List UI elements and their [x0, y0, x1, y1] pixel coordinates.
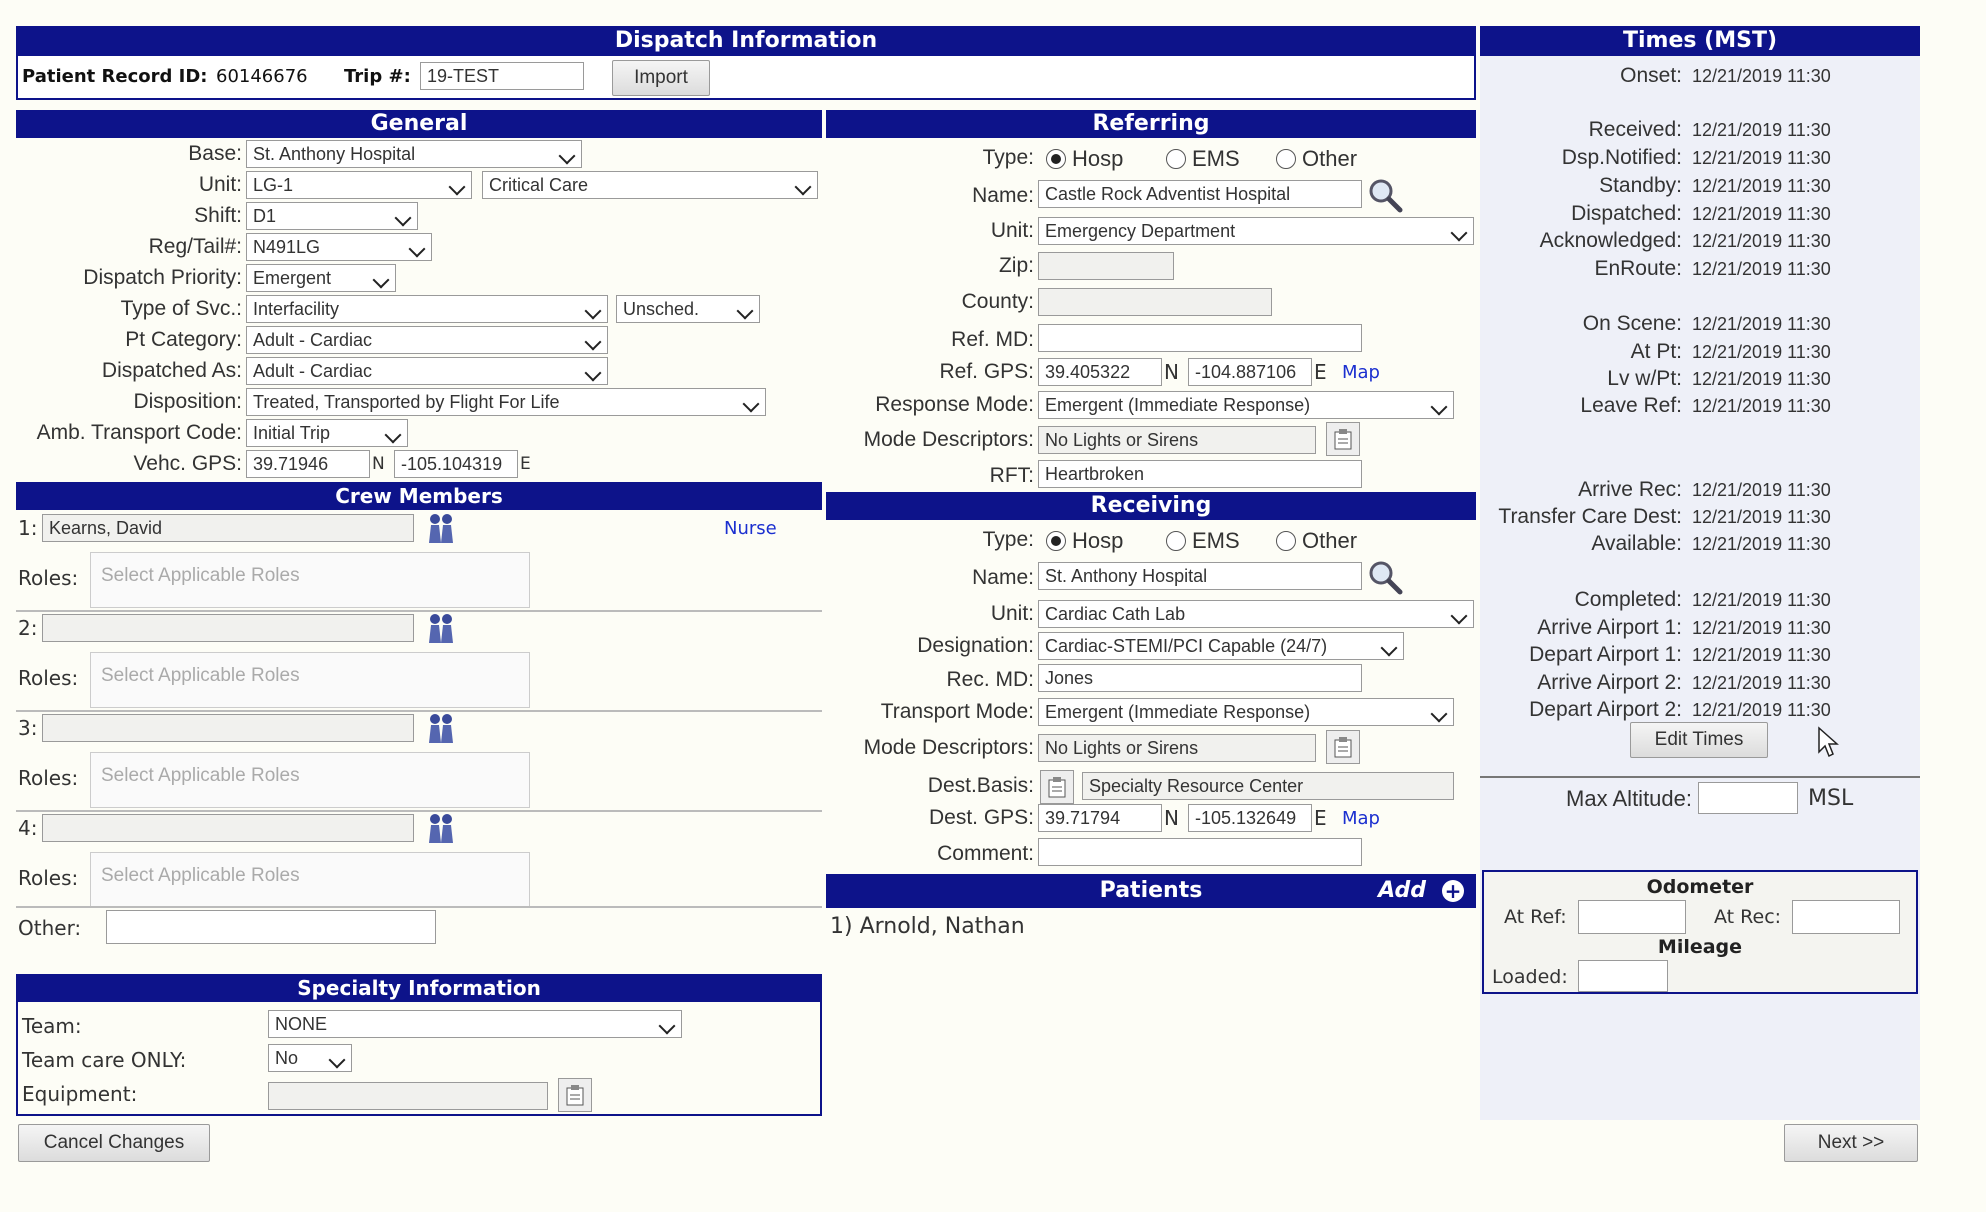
- crew-lookup-icon[interactable]: [424, 512, 458, 546]
- team-care-label: Team care ONLY:: [22, 1048, 187, 1072]
- rec-map-link[interactable]: Map: [1342, 808, 1380, 829]
- receiving-header: Receiving: [826, 492, 1476, 520]
- dispatch-bar: [16, 56, 1476, 100]
- receiving-header-wrap: [826, 492, 1476, 520]
- time-label: Depart Airport 2:: [1529, 698, 1682, 721]
- edit-times-button[interactable]: Edit Times: [1630, 722, 1768, 758]
- roles-label-2: Roles:: [18, 666, 79, 690]
- time-value: 12/21/2019 11:30: [1692, 673, 1831, 693]
- referring-header: Referring: [826, 110, 1476, 138]
- time-value: 12/21/2019 11:30: [1692, 231, 1831, 251]
- referring-header-wrap: [826, 110, 1476, 138]
- time-value: 12/21/2019 11:30: [1692, 66, 1831, 86]
- shift-select[interactable]: D1: [246, 202, 418, 230]
- dispatched-as-label: Dispatched As:: [101, 359, 242, 382]
- search-icon[interactable]: [1366, 558, 1404, 596]
- priority-select[interactable]: Emergent: [246, 264, 396, 292]
- trip-label: Trip #:: [344, 66, 411, 87]
- crew-separator: [16, 710, 822, 712]
- odometer-panel: [1482, 870, 1918, 994]
- import-button[interactable]: Import: [612, 60, 710, 96]
- roles-select-1[interactable]: Select Applicable Roles: [90, 552, 530, 608]
- ref-unit-label: Unit:: [990, 219, 1034, 242]
- time-label: At Pt:: [1630, 340, 1682, 363]
- ref-gps-lat[interactable]: 39.405322: [1038, 358, 1162, 386]
- svc-sched-select[interactable]: Unsched.: [616, 295, 760, 323]
- time-label: Available:: [1591, 532, 1682, 555]
- times-header-wrap: [1480, 26, 1920, 56]
- crew-separator: [16, 810, 822, 812]
- specialty-header: Specialty Information: [16, 974, 822, 1002]
- time-label: Received:: [1588, 118, 1682, 141]
- crew-lookup-icon[interactable]: [424, 712, 458, 746]
- crew-separator: [16, 610, 822, 612]
- ref-type-hosp-radio[interactable]: Hosp: [1046, 146, 1123, 172]
- crew-header-wrap: [16, 482, 822, 510]
- time-label: Dsp.Notified:: [1561, 146, 1682, 169]
- odo-at-ref-input[interactable]: [1578, 900, 1686, 934]
- patients-header: [826, 874, 1476, 908]
- ref-type-ems-radio[interactable]: EMS: [1166, 146, 1240, 172]
- times-header: Times (MST): [1480, 26, 1920, 56]
- time-label: On Scene:: [1582, 312, 1682, 335]
- rec-gps-lat[interactable]: 39.71794: [1038, 804, 1162, 832]
- mileage-loaded-label: Loaded:: [1492, 966, 1568, 988]
- other-label: Other:: [18, 916, 82, 940]
- reg-select[interactable]: N491LG: [246, 233, 432, 261]
- rec-transport-label: Transport Mode:: [880, 700, 1034, 723]
- ref-gps-label: Ref. GPS:: [939, 360, 1034, 383]
- shift-label: Shift:: [194, 204, 242, 227]
- equipment-picker-icon[interactable]: [558, 1078, 592, 1112]
- time-label: Depart Airport 1:: [1529, 643, 1682, 666]
- priority-label: Dispatch Priority:: [83, 266, 242, 289]
- time-value: 12/21/2019 11:30: [1692, 507, 1831, 527]
- general-header-wrap: [16, 110, 822, 138]
- ref-rft-input[interactable]: Heartbroken: [1038, 460, 1362, 488]
- ref-gps-lon[interactable]: -104.887106: [1188, 358, 1312, 386]
- odo-at-rec-input[interactable]: [1792, 900, 1900, 934]
- time-value: 12/21/2019 11:30: [1692, 148, 1831, 168]
- ref-type-other-radio[interactable]: Other: [1276, 146, 1357, 172]
- specialty-panel: [16, 974, 822, 1116]
- ref-zip-input[interactable]: [1038, 252, 1174, 280]
- time-label: Standby:: [1599, 174, 1682, 197]
- dest-basis-picker-icon[interactable]: [1040, 770, 1074, 804]
- crew-name-3[interactable]: [42, 714, 414, 742]
- rec-comment-label: Comment:: [937, 842, 1034, 865]
- time-label: Arrive Airport 1:: [1537, 616, 1682, 639]
- mouse-cursor-icon: [1814, 724, 1842, 760]
- odometer-header: Odometer: [1646, 876, 1754, 898]
- mileage-header: Mileage: [1657, 936, 1743, 958]
- patient-record-id: 60146676: [216, 66, 308, 87]
- svc-select[interactable]: Interfacility: [246, 295, 608, 323]
- ref-mode-desc-input[interactable]: No Lights or Sirens: [1038, 426, 1316, 454]
- patient-record-label: Patient Record ID:: [22, 66, 208, 87]
- roles-select-2[interactable]: Select Applicable Roles: [90, 652, 530, 708]
- time-label: Leave Ref:: [1580, 394, 1682, 417]
- crew-header: Crew Members: [16, 482, 822, 510]
- crew-role-title-1[interactable]: Nurse: [724, 518, 777, 539]
- vehc-gps-lat[interactable]: 39.71946: [246, 450, 370, 478]
- vehc-gps-lon[interactable]: -105.104319: [394, 450, 518, 478]
- time-value: 12/21/2019 11:30: [1692, 618, 1831, 638]
- vehc-gps-n: N: [372, 454, 385, 474]
- next-button[interactable]: Next >>: [1784, 1124, 1918, 1162]
- time-value: 12/21/2019 11:30: [1692, 120, 1831, 140]
- max-altitude-input[interactable]: [1698, 782, 1798, 814]
- time-value: 12/21/2019 11:30: [1692, 314, 1831, 334]
- crew-name-4[interactable]: [42, 814, 414, 842]
- time-value: 12/21/2019 11:30: [1692, 590, 1831, 610]
- crew-lookup-icon[interactable]: [424, 612, 458, 646]
- add-patient-link[interactable]: Add: [1378, 878, 1426, 903]
- roles-select-3[interactable]: Select Applicable Roles: [90, 752, 530, 808]
- vehc-gps-e: E: [520, 454, 531, 474]
- time-label: Lv w/Pt:: [1607, 367, 1682, 390]
- time-value: 12/21/2019 11:30: [1692, 700, 1831, 720]
- vehc-gps-label: Vehc. GPS:: [133, 452, 242, 475]
- time-label: EnRoute:: [1594, 257, 1682, 280]
- roles-label-3: Roles:: [18, 766, 79, 790]
- team-select[interactable]: NONE: [268, 1010, 682, 1038]
- general-header: General: [16, 110, 822, 138]
- time-value: 12/21/2019 11:30: [1692, 342, 1831, 362]
- amb-label: Amb. Transport Code:: [36, 421, 242, 444]
- reg-label: Reg/Tail#:: [148, 235, 242, 258]
- crew-num-1: 1:: [18, 516, 38, 540]
- base-select[interactable]: St. Anthony Hospital: [246, 140, 582, 168]
- rec-comment-input[interactable]: [1038, 838, 1362, 866]
- time-value: 12/21/2019 11:30: [1692, 534, 1831, 554]
- ref-response-label: Response Mode:: [875, 393, 1034, 416]
- rec-mode-desc-label: Mode Descriptors:: [863, 736, 1034, 759]
- patients-header-wrap: [826, 874, 1476, 908]
- time-value: 12/21/2019 11:30: [1692, 396, 1831, 416]
- patients-title: Patients: [1099, 878, 1203, 903]
- ref-name-input[interactable]: Castle Rock Adventist Hospital: [1038, 180, 1362, 208]
- time-label: Arrive Rec:: [1578, 478, 1682, 501]
- ref-name-label: Name:: [972, 184, 1034, 207]
- time-label: Dispatched:: [1571, 202, 1682, 225]
- rec-designation-label: Designation:: [917, 634, 1034, 657]
- rec-type-hosp-radio[interactable]: Hosp: [1046, 528, 1123, 554]
- ref-rft-label: RFT:: [989, 464, 1034, 487]
- time-label: Transfer Care Dest:: [1498, 505, 1682, 528]
- rec-dest-basis-label: Dest.Basis:: [927, 774, 1034, 797]
- crew-name-2[interactable]: [42, 614, 414, 642]
- crew-num-4: 4:: [18, 816, 38, 840]
- time-label: Acknowledged:: [1539, 229, 1682, 252]
- rec-gps-n: N: [1164, 806, 1179, 830]
- ref-response-select[interactable]: Emergent (Immediate Response): [1038, 391, 1454, 419]
- ref-gps-e: E: [1314, 360, 1327, 384]
- roles-label-4: Roles:: [18, 866, 79, 890]
- rec-unit-select[interactable]: Cardiac Cath Lab: [1038, 600, 1474, 628]
- time-value: 12/21/2019 11:30: [1692, 645, 1831, 665]
- team-label: Team:: [22, 1014, 82, 1038]
- times-separator: [1480, 776, 1920, 778]
- crew-name-1[interactable]: Kearns, David: [42, 514, 414, 542]
- rec-gps-e: E: [1314, 806, 1327, 830]
- equipment-input[interactable]: [268, 1082, 548, 1110]
- roles-label-1: Roles:: [18, 566, 79, 590]
- unit-select[interactable]: LG-1: [246, 171, 472, 199]
- time-label: Onset:: [1620, 64, 1682, 87]
- rec-mode-desc-input[interactable]: No Lights or Sirens: [1038, 734, 1316, 762]
- altitude-unit: MSL: [1808, 786, 1854, 811]
- dispatch-header: Dispatch Information: [16, 26, 1476, 56]
- amb-select[interactable]: Initial Trip: [246, 419, 408, 447]
- search-icon[interactable]: [1366, 176, 1404, 214]
- ref-md-input[interactable]: [1038, 324, 1362, 352]
- specialty-body: [16, 1002, 822, 1116]
- dispatch-panel: [16, 26, 1476, 100]
- crew-lookup-icon[interactable]: [424, 812, 458, 846]
- ref-unit-select[interactable]: Emergency Department: [1038, 217, 1474, 245]
- ref-county-label: County:: [961, 290, 1034, 313]
- svc-label: Type of Svc.:: [120, 297, 242, 320]
- time-value: 12/21/2019 11:30: [1692, 176, 1831, 196]
- rec-transport-select[interactable]: Emergent (Immediate Response): [1038, 698, 1454, 726]
- trip-input[interactable]: 19-TEST: [420, 62, 584, 90]
- mileage-loaded-input[interactable]: [1578, 960, 1668, 992]
- rec-designation-select[interactable]: Cardiac-STEMI/PCI Capable (24/7): [1038, 632, 1404, 660]
- rec-unit-label: Unit:: [990, 602, 1034, 625]
- other-input[interactable]: [106, 910, 436, 944]
- pt-category-select[interactable]: Adult - Cardiac: [246, 326, 608, 354]
- mode-desc-picker-icon[interactable]: [1326, 422, 1360, 456]
- pt-category-label: Pt Category:: [125, 328, 242, 351]
- time-value: 12/21/2019 11:30: [1692, 204, 1831, 224]
- rec-gps-lon[interactable]: -105.132649: [1188, 804, 1312, 832]
- mode-desc-picker-icon[interactable]: [1326, 730, 1360, 764]
- add-patient-icon[interactable]: +: [1442, 880, 1464, 902]
- time-value: 12/21/2019 11:30: [1692, 480, 1831, 500]
- equipment-label: Equipment:: [22, 1082, 138, 1106]
- unit-label: Unit:: [198, 173, 242, 196]
- time-value: 12/21/2019 11:30: [1692, 369, 1831, 389]
- time-label: Arrive Airport 2:: [1537, 671, 1682, 694]
- team-care-select[interactable]: No: [268, 1044, 352, 1072]
- rec-type-label: Type:: [982, 528, 1034, 551]
- crew-num-3: 3:: [18, 716, 38, 740]
- rec-md-label: Rec. MD:: [946, 668, 1034, 691]
- rec-dest-basis-input[interactable]: Specialty Resource Center: [1082, 772, 1454, 800]
- disposition-label: Disposition:: [133, 390, 242, 413]
- crew-num-2: 2:: [18, 616, 38, 640]
- rec-type-ems-radio[interactable]: EMS: [1166, 528, 1240, 554]
- odo-at-rec-label: At Rec:: [1714, 906, 1782, 928]
- patient-list-item[interactable]: 1) Arnold, Nathan: [830, 914, 1025, 939]
- roles-select-4[interactable]: Select Applicable Roles: [90, 852, 530, 908]
- ref-type-label: Type:: [982, 146, 1034, 169]
- ref-map-link[interactable]: Map: [1342, 362, 1380, 383]
- max-altitude-label: Max Altitude:: [1566, 786, 1692, 811]
- unit-type-select[interactable]: Critical Care: [482, 171, 818, 199]
- ref-zip-label: Zip:: [998, 254, 1034, 277]
- rec-type-other-radio[interactable]: Other: [1276, 528, 1357, 554]
- base-label: Base:: [188, 142, 242, 165]
- rec-name-input[interactable]: St. Anthony Hospital: [1038, 562, 1362, 590]
- odo-at-ref-label: At Ref:: [1504, 906, 1567, 928]
- ref-county-input[interactable]: [1038, 288, 1272, 316]
- dispatched-as-select[interactable]: Adult - Cardiac: [246, 357, 608, 385]
- time-value: 12/21/2019 11:30: [1692, 259, 1831, 279]
- ref-mode-desc-label: Mode Descriptors:: [863, 428, 1034, 451]
- cancel-changes-button[interactable]: Cancel Changes: [18, 1124, 210, 1162]
- rec-md-input[interactable]: Jones: [1038, 664, 1362, 692]
- disposition-select[interactable]: Treated, Transported by Flight For Life: [246, 388, 766, 416]
- rec-gps-label: Dest. GPS:: [928, 806, 1034, 829]
- ref-md-label: Ref. MD:: [951, 328, 1034, 351]
- time-label: Completed:: [1574, 588, 1682, 611]
- crew-separator: [16, 906, 822, 908]
- rec-name-label: Name:: [972, 566, 1034, 589]
- ref-gps-n: N: [1164, 360, 1179, 384]
